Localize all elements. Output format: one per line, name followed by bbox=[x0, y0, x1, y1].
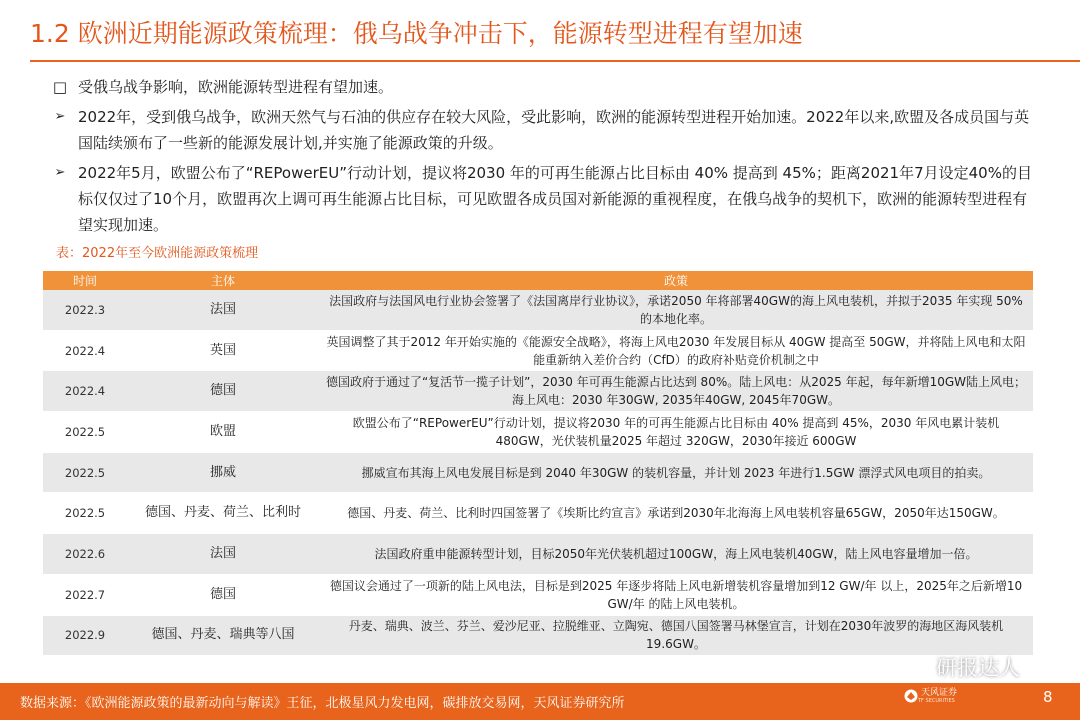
cell-policy: 英国调整了其于2012 年开始实施的《能源安全战略》，将海上风电2030 年发展目标从 40GW 提高至 50GW，并将陆上风电和太阳能重新纳入差价合约（CfD）的政府补贴竞价机制之中 bbox=[326, 334, 1026, 367]
table-row bbox=[43, 453, 1033, 494]
cell-time: 2022.5 bbox=[64, 424, 106, 439]
logo-icon bbox=[904, 689, 918, 703]
logo-subtitle: TF SECURITIES bbox=[918, 698, 955, 704]
cell-policy: 法国政府与法国风电行业协会签署了《法国离岸行业协议》，承诺2050 年将部署40GW的海上风电装机，并拟于2035 年实现 50% 的本地化率。 bbox=[329, 293, 1023, 326]
cell-policy: 丹麦、瑞典、波兰、芬兰、爱沙尼亚、拉脱维亚、立陶宛、德国八国签署马林堡宣言，计划在2030年波罗的海地区海风装机19.6GW。 bbox=[348, 619, 1004, 652]
table-caption: 表：2022年至今欧洲能源政策梳理 bbox=[56, 246, 259, 261]
table-row bbox=[43, 534, 1033, 575]
bullet-item bbox=[50, 74, 1042, 100]
table-row bbox=[43, 575, 1033, 616]
cell-subject: 法国 bbox=[209, 301, 236, 317]
cell-policy: 德国议会通过了一项新的陆上风电法，目标是到2025 年逐步将陆上风电新增装机容量增加到12 GW/年 以上，2025年之后新增10 GW/年 的陆上风电装机。 bbox=[329, 578, 1023, 611]
cell-policy: 德国政府于通过了“复活节一揽子计划”，2030 年可再生能源占比达到 80%。陆上风电：从2025 年起，每年新增10GW陆上风电；海上风电：2030 年30GW, 2035年40GW, 2045年70GW。 bbox=[325, 375, 1027, 408]
square-bullet-icon: □ bbox=[52, 78, 68, 96]
table-row bbox=[43, 290, 1033, 331]
wechat-icon bbox=[900, 656, 928, 678]
table-row bbox=[43, 493, 1033, 534]
cell-time: 2022.5 bbox=[64, 506, 106, 521]
bullet-text: 受俄乌战争影响，欧洲能源转型进程有望加速。 bbox=[78, 78, 394, 96]
arrow-bullet-icon: ➢ bbox=[54, 109, 66, 124]
cell-subject: 德国、丹麦、荷兰、比利时 bbox=[144, 505, 301, 521]
bullet-text: 2022年5月，欧盟公布了“REPowerEU”行动计划，提议将2030 年的可再生能源占比目标由 40% 提高到 45%；距离2021年7月设定40%的目标仅仅过了10个月，欧盟再次上调可再生能源占比目标，可见欧盟各成员国对新能源的重视程度，在俄乌战争的契机下，欧洲的能源转型进程有望实现加速。 bbox=[78, 164, 1032, 234]
slide-title: 1.2 欧洲近期能源政策梳理：俄乌战争冲击下，能源转型进程有望加速 bbox=[30, 19, 803, 48]
cell-policy: 德国、丹麦、荷兰、比利时四国签署了《埃斯比约宣言》承诺到2030年北海海上风电装机容量65GW，2050年达150GW。 bbox=[347, 506, 1005, 521]
table-row bbox=[43, 412, 1033, 453]
logo-name: 天风证券 bbox=[921, 688, 958, 698]
arrow-bullet-icon: ➢ bbox=[54, 165, 66, 180]
cell-policy: 挪威宣布其海上风电发展目标是到 2040 年30GW 的装机容量，并计划 2023 年进行1.5GW 漂浮式风电项目的拍卖。 bbox=[361, 465, 991, 480]
table-row bbox=[43, 331, 1033, 372]
watermark-text: 研报达人 bbox=[936, 656, 1020, 680]
bullet-list bbox=[50, 74, 1042, 242]
bullet-item bbox=[50, 160, 1042, 238]
table-row bbox=[43, 371, 1033, 412]
cell-subject: 欧盟 bbox=[209, 423, 236, 439]
cell-time: 2022.4 bbox=[64, 343, 106, 358]
cell-policy: 欧盟公布了“REPowerEU”行动计划，提议将2030 年的可再生能源占比目标由 40% 提高到 45%，2030 年风电累计装机480GW，光伏装机量2025 年超过 320GW，2030年接近 600GW bbox=[352, 415, 1000, 448]
cell-time: 2022.6 bbox=[64, 546, 106, 561]
table-row bbox=[43, 616, 1033, 657]
cell-time: 2022.5 bbox=[64, 465, 106, 480]
title-divider bbox=[30, 60, 1080, 62]
cell-policy: 法国政府重申能源转型计划，目标2050年光伏装机超过100GW，海上风电装机40GW，陆上风电容量增加一倍。 bbox=[374, 546, 978, 561]
cell-time: 2022.3 bbox=[64, 302, 106, 317]
policy-table bbox=[43, 271, 1033, 656]
page-number: 8 bbox=[1043, 688, 1053, 706]
cell-time: 2022.4 bbox=[64, 384, 106, 399]
cell-time: 2022.9 bbox=[64, 628, 106, 643]
data-source: 数据来源：《欧洲能源政策的最新动向与解读》王征，北极星风力发电网，碳排放交易网，天风证券研究所 bbox=[20, 696, 625, 711]
cell-subject: 德国、丹麦、瑞典等八国 bbox=[151, 627, 295, 643]
table-header bbox=[43, 271, 1033, 290]
header-policy: 政策 bbox=[663, 274, 688, 288]
company-logo bbox=[904, 688, 957, 704]
watermark bbox=[900, 652, 1020, 682]
cell-subject: 德国 bbox=[209, 383, 236, 399]
bullet-item bbox=[50, 104, 1042, 156]
cell-subject: 德国 bbox=[209, 586, 236, 602]
header-subject: 主体 bbox=[210, 274, 235, 288]
cell-subject: 法国 bbox=[209, 545, 236, 561]
bullet-text: 2022年，受到俄乌战争，欧洲天然气与石油的供应存在较大风险，受此影响，欧洲的能源转型进程开始加速。2022年以来,欧盟及各成员国与英国陆续颁布了一些新的能源发展计划,并实施了能源政策的升级。 bbox=[78, 108, 1030, 152]
cell-subject: 英国 bbox=[209, 342, 236, 358]
header-time: 时间 bbox=[72, 274, 97, 288]
cell-subject: 挪威 bbox=[209, 464, 236, 480]
cell-time: 2022.7 bbox=[64, 587, 106, 602]
